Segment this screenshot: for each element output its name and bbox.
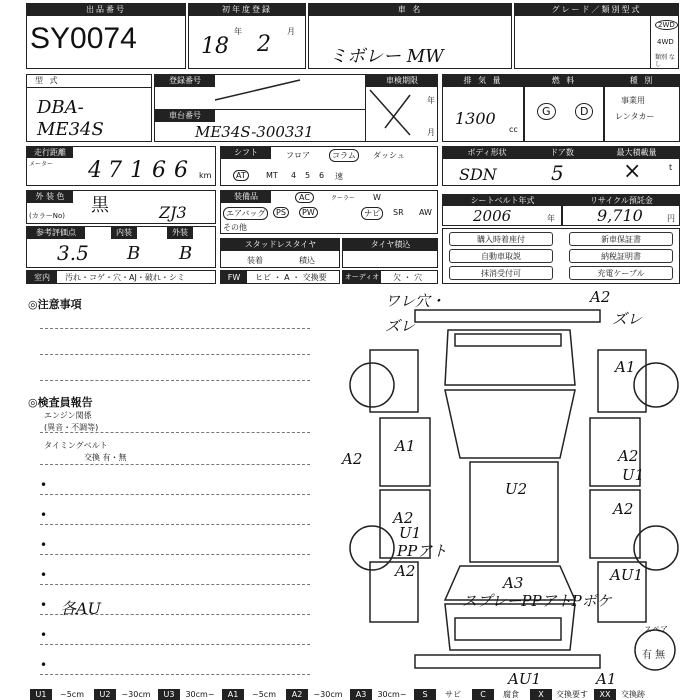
equip-label: 装備品 — [221, 191, 271, 203]
grade-label: グレード／類別型式 — [515, 4, 678, 16]
fuel-g: G — [537, 103, 556, 120]
displacement-label: 排 気 量 — [443, 75, 523, 87]
yen-unit: 円 — [667, 214, 675, 223]
equip-sr: SR — [393, 208, 404, 217]
seatbelt-label: シートベルト年式 — [443, 195, 562, 206]
inspection-label: 車検期限 — [366, 75, 438, 87]
equip-navi: ナビ — [361, 207, 383, 220]
equip-ps: PS — [273, 207, 289, 218]
notes-title: ◎注意事項 — [28, 298, 82, 311]
doc-tax: 納税証明書 — [569, 249, 673, 263]
bullet: • — [40, 538, 48, 552]
load-label: 最大積載量 — [593, 147, 680, 159]
cabin-opts: 汚れ・コゲ・穴・AJ・破れ・シミ — [65, 273, 185, 282]
damage-mark: ズレ — [612, 310, 643, 328]
lot-number: SY0074 — [30, 22, 137, 55]
mileage-digit-1: 4 — [88, 158, 102, 183]
recycle-amount: 9,710 — [597, 206, 643, 225]
mileage-label: 走行距離 — [27, 147, 73, 158]
damage-mark: U1 — [622, 466, 645, 484]
interior-label: 内装 — [111, 227, 137, 239]
shift-5: 5 — [305, 171, 311, 180]
exterior-label: 外装 — [167, 227, 193, 239]
legend-key: X — [530, 689, 552, 700]
damage-mark: スプレーPPアトPボケ — [462, 592, 612, 610]
inspection-month-unit: 月 — [427, 128, 435, 137]
legend-key: U1 — [30, 689, 52, 700]
first-reg-year: 18 — [201, 34, 229, 59]
first-reg-month: 2 — [257, 32, 271, 57]
body-label: ボディ形状 — [443, 147, 531, 159]
color-label: 外 装 色 — [27, 191, 73, 203]
model: DBA-ME34S — [37, 97, 104, 140]
handwritten-note: 各AU — [60, 599, 102, 618]
legend-value: 交換要す — [556, 690, 588, 699]
drive-2wd: 2WD — [655, 20, 678, 30]
chassis-label: 車台番号 — [155, 110, 215, 122]
damage-mark: AU1 — [508, 670, 542, 688]
seatbelt-year: 2006 — [473, 207, 512, 225]
spare-label: スペア — [644, 625, 668, 634]
first-reg-label: 初年度登録 — [189, 4, 305, 16]
shift-column: コラム — [329, 149, 359, 162]
bullet: • — [40, 568, 48, 582]
shift-mt: MT — [266, 171, 278, 180]
damage-mark: U2 — [505, 480, 528, 498]
cc-unit: cc — [509, 125, 518, 134]
category-label: 種 別 — [605, 75, 679, 87]
bullet: • — [40, 478, 48, 492]
type-label: 類別 なし — [655, 54, 675, 68]
damage-mark: A2 — [590, 288, 611, 306]
studless-label: スタッドレスタイヤ — [221, 239, 340, 251]
legend-value: 交換跡 — [621, 690, 645, 699]
shift-6: 6 — [319, 171, 325, 180]
damage-mark: A2 — [613, 500, 634, 518]
studless-loaded: 積込 — [299, 256, 315, 265]
damage-mark: A3 — [503, 574, 524, 592]
damage-mark: A1 — [615, 358, 636, 376]
damage-mark: A1 — [596, 670, 617, 688]
doors-label: ドア数 — [531, 147, 593, 159]
legend-key: U3 — [158, 689, 180, 700]
business-use: 事業用 — [621, 96, 645, 105]
model-label: 型 式 — [27, 75, 151, 88]
km-unit: km — [199, 171, 212, 180]
legend-value: 30cm~ — [377, 690, 407, 699]
shift-floor: フロア — [286, 151, 310, 160]
shift-label: シフト — [221, 147, 271, 159]
doc-cable: 充電ケーブル — [569, 266, 673, 280]
body-shape: SDN — [459, 165, 497, 184]
legend-key: XX — [594, 689, 616, 700]
legend-key: A1 — [222, 689, 244, 700]
fw-label: FW — [221, 271, 247, 284]
spare-value: 有 無 — [642, 650, 666, 661]
mileage-digit-2: 7 — [108, 158, 122, 183]
bullet: • — [40, 508, 48, 522]
car-name-label: 車 名 — [309, 4, 511, 16]
equip-other: その他 — [223, 223, 247, 232]
doc-purchase: 購入時着座付 — [449, 232, 553, 246]
shift-dash: ダッシュ — [373, 151, 405, 160]
report-title: ◎検査員報告 — [28, 396, 93, 409]
legend-value: 30cm~ — [185, 690, 215, 699]
legend-key: A2 — [286, 689, 308, 700]
damage-mark: U1 — [399, 524, 422, 542]
fuel-label: 燃 料 — [525, 75, 603, 87]
equip-cooler: クーラー — [331, 195, 356, 202]
ton-unit: t — [669, 163, 673, 172]
damage-mark: A2 — [342, 450, 363, 468]
color: 黒 — [91, 195, 109, 216]
drive-4wd: 4WD — [657, 38, 674, 46]
lot-label: 出品番号 — [27, 4, 185, 16]
score: 3.5 — [57, 241, 89, 265]
engine-label: エンジン関係 — [44, 411, 92, 420]
reg-no-label: 登録番号 — [155, 75, 215, 87]
audio-label: オーディオ — [343, 271, 381, 284]
score-label: 参考評価点 — [27, 227, 85, 239]
equip-airbag: エアバッグ — [223, 207, 268, 220]
equip-pw: PW — [299, 207, 318, 218]
shift-speed: 速 — [335, 172, 343, 181]
legend-value: サビ — [445, 690, 461, 699]
bullet: • — [40, 658, 48, 672]
damage-mark: ワレ穴・ — [385, 292, 446, 310]
interior-grade: B — [127, 243, 141, 264]
fuel-d: D — [575, 103, 593, 120]
exterior-grade: B — [179, 243, 193, 264]
recycle-label: リサイクル預託金 — [563, 195, 680, 206]
audio-opts: 欠 ・ 穴 — [393, 273, 423, 282]
damage-mark: PPアト — [397, 542, 448, 560]
legend-value: ~30cm — [121, 690, 151, 699]
damage-mark: A2 — [395, 562, 416, 580]
legend-value: 腐食 — [503, 690, 519, 699]
legend-value: ~5cm — [252, 690, 276, 699]
damage-mark: AU1 — [610, 566, 644, 584]
legend-value: ~30cm — [313, 690, 343, 699]
damage-mark: A2 — [618, 447, 639, 465]
mileage-digit-4: 6 — [152, 158, 166, 183]
timing-opts: 交換 有・無 — [84, 453, 127, 462]
studless-mounted: 装着 — [247, 256, 263, 265]
chassis-number: ME34S-300331 — [195, 123, 314, 141]
doc-warranty: 新車保証書 — [569, 232, 673, 246]
cabin-label: 室内 — [27, 271, 57, 284]
legend-key: S — [414, 689, 436, 700]
shift-at: AT — [233, 170, 249, 181]
legend-value: ~5cm — [60, 690, 84, 699]
doc-cancel: 抹消受付可 — [449, 266, 553, 280]
fw-opts: ヒビ ・ A ・ 交換要 — [255, 273, 327, 282]
seatbelt-year-unit: 年 — [547, 214, 555, 223]
color-code: ZJ3 — [159, 203, 187, 222]
equip-aw: AW — [419, 208, 432, 217]
timing-label: タイミングベルト — [44, 441, 108, 450]
legend-key: C — [472, 689, 494, 700]
rental-car: レンタカー — [615, 112, 655, 121]
doc-manual: 自動車取説 — [449, 249, 553, 263]
load: × — [623, 159, 642, 184]
doors: 5 — [551, 161, 564, 185]
shift-4: 4 — [291, 171, 297, 180]
bullet: • — [40, 598, 48, 612]
inspection-year-unit: 年 — [427, 96, 435, 105]
mileage-digit-5: 6 — [174, 158, 188, 183]
legend-key: A3 — [350, 689, 372, 700]
displacement: 1300 — [455, 109, 496, 128]
damage-mark: ズレ — [385, 317, 416, 335]
mileage-digit-3: 1 — [130, 158, 144, 183]
month-unit: 月 — [287, 27, 295, 36]
year-unit: 年 — [234, 27, 242, 36]
engine-sub: (異音・不調等) — [44, 423, 99, 432]
tire-load-label: タイヤ積込 — [343, 239, 438, 251]
damage-mark: A1 — [395, 437, 416, 455]
equip-w: W — [373, 193, 381, 202]
car-name: ミボレー MW — [329, 46, 444, 67]
meter-label: メーター — [29, 161, 54, 168]
legend-key: U2 — [94, 689, 116, 700]
color-sub: (カラーNo) — [29, 212, 65, 220]
damage-mark: A2 — [393, 509, 414, 527]
bullet: • — [40, 628, 48, 642]
equip-ac: AC — [295, 192, 314, 203]
